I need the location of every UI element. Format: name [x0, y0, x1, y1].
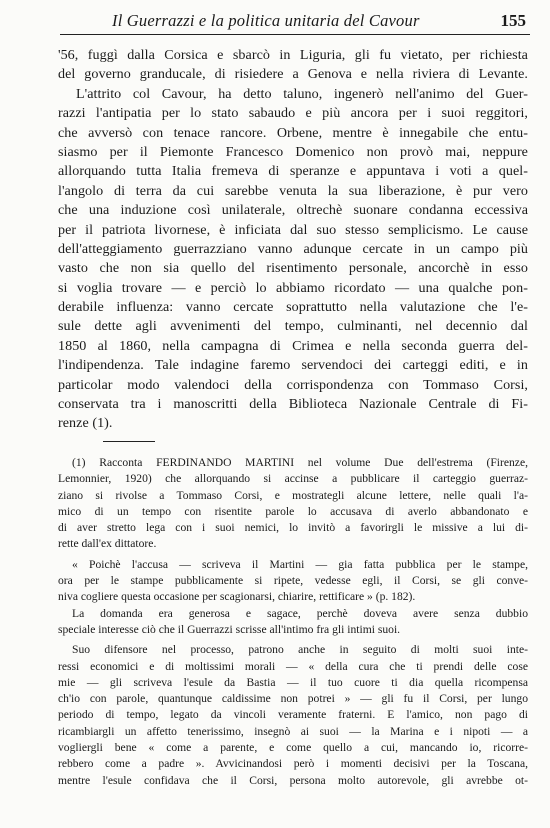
footnote-rule: [103, 441, 155, 442]
text-line: dell'atteggiamento guerrazziano vanno adunque cercate in un campo più: [58, 240, 528, 257]
text-line: sule dette agli avvenimenti del tempo, culminanti, nel decennio dal: [58, 318, 528, 335]
text-line: l'indipendenza. Tale indagine faremo servendoci dei carteggi editi, e in: [58, 357, 528, 374]
text-line: siasmo per il Piemonte Francesco Domenico non provò mai, neppure: [58, 143, 528, 160]
footnote-paragraph: [58, 557, 528, 638]
footnotes: [58, 455, 528, 793]
text-line: conservata tra i manoscritti della Biblioteca Nazionale Centrale di Fi-: [58, 396, 528, 413]
page-number: 155: [500, 11, 526, 30]
footnote-line: vogliergli bene « come a parente, e come quello a cui, mancando io, ricorre-: [58, 741, 528, 755]
footnote-line: Suo difensore nel processo, patrono anche in seguito di molti suoi inte-: [72, 643, 528, 657]
text-line: 1850 al 1860, nella campagna di Crimea e nella seconda guerra del-: [58, 337, 528, 354]
footnote-paragraph: [58, 642, 528, 789]
footnote-line: periodo di tempo, legato da vincoli veramente fraterni. E l'amico, non pago di: [58, 708, 528, 722]
footnote-line: rebbero come a padre ». Avvicinandosi però i momenti decisivi per la Toscana,: [58, 757, 528, 771]
footnote-line: niva cogliere questa occasione per scagionarsi, chiarire, rettificare » (p. 182).: [58, 590, 416, 604]
footnote-line: Lemonnier, 1920) che allorquando si accinse a pubblicare il carteggio guerraz-: [58, 472, 528, 486]
text-line: per il patriota livornese, è inficiata dal suo stesso semplicismo. Le cause: [58, 221, 528, 238]
footnote-line: ora per le stampe pubblicamente si ripete, vedesse egli, il Corsi, se gli conve-: [58, 574, 528, 588]
footnote-line: mie — gli scriveva l'esule da Bastia — il tuo cuore ti dia quella ricompensa: [58, 675, 528, 689]
footnote-line: ressi economici e di moltissimi morali — « della cura che ti prendi delle cose: [58, 659, 528, 673]
text-line: del governo granducale, di risiedere a Genova e nella riviera di Levante.: [58, 66, 528, 83]
footnote-line: ch'io con parole, quantunque caldissime non potrei » — gli fu il Corsi, per lungo: [58, 692, 528, 706]
footnote-line: La domanda era generosa e sagace, perchè doveva avere senza dubbio: [72, 606, 528, 620]
footnote-line: di aver stretto lega con i suoi nemici, lo invitò a favorirgli le missive a lui di-: [58, 521, 528, 535]
footnote-line: rette dall'ex dittatore.: [58, 537, 157, 551]
text-line: renze (1).: [58, 415, 113, 432]
footnote-line: (1) Racconta FERDINANDO MARTINI nel volume Due dell'estrema (Firenze,: [72, 456, 528, 469]
text-line: allorquando tutta Italia fremeva di speranze e appuntava i voti a quel-: [58, 163, 528, 180]
footnote-line: « Poichè l'accusa — scriveva il Martini — gia fatta pubblica per le stampe,: [72, 557, 528, 571]
text-line: che avversò con tenace rancore. Orbene, mentre è innegabile che entu-: [58, 124, 528, 141]
footnote-line: ziano si rivolse a Tommaso Corsi, e mostrategli alcune lettere, nelle quali l'a-: [58, 488, 528, 502]
text-line: vasto che non sia quello del risentimento personale, ancorchè in esso: [58, 260, 528, 277]
main-text: [58, 46, 528, 434]
footnote-line: speciale interesse ciò che il Guerrazzi scrisse all'intimo fra gli intimi suoi.: [58, 622, 401, 636]
running-head: [60, 4, 530, 35]
footnote-line: mico di un tempo con risentite parole lo accusava di averlo abbandonato e: [58, 504, 528, 518]
text-line: L'attrito col Cavour, ha detto taluno, ingenerò nell'animo del Guer-: [76, 85, 528, 102]
text-line: particolar modo valendoci della corrispondenza con Tommaso Corsi,: [58, 376, 528, 393]
text-line: l'angolo di terra da cui sarebbe venuta la sua liberazione, è pur vero: [58, 182, 528, 199]
footnote-paragraph: [58, 455, 528, 553]
text-line: che una induzione così unilaterale, oltrechè suonare condanna eccessiva: [58, 202, 528, 219]
text-line: '56, fuggì dalla Corsica e sbarcò in Liguria, gli fu vietato, per richiesta: [58, 47, 528, 63]
running-head-title: Il Guerrazzi e la politica unitaria del Cavour: [112, 11, 420, 30]
footnote-line: mentre l'esule confidava che il Corsi, persona molto autorevole, gli avrebbe ot-: [58, 773, 528, 787]
text-line: derabile influenza: vanno cercate soprattutto nella valutazione che l'e-: [58, 299, 528, 316]
text-line: razzi l'antipatia per lo stato sabaudo e più ancora per i suoi reggitori,: [58, 105, 528, 122]
text-line: si voglia trovare — e perciò lo abbiamo ricordato — una qualche pon-: [58, 279, 528, 296]
footnote-line: ricambiargli un affetto tenerissimo, insegnò ai suoi — la Marina e i nipoti — a: [58, 724, 528, 738]
